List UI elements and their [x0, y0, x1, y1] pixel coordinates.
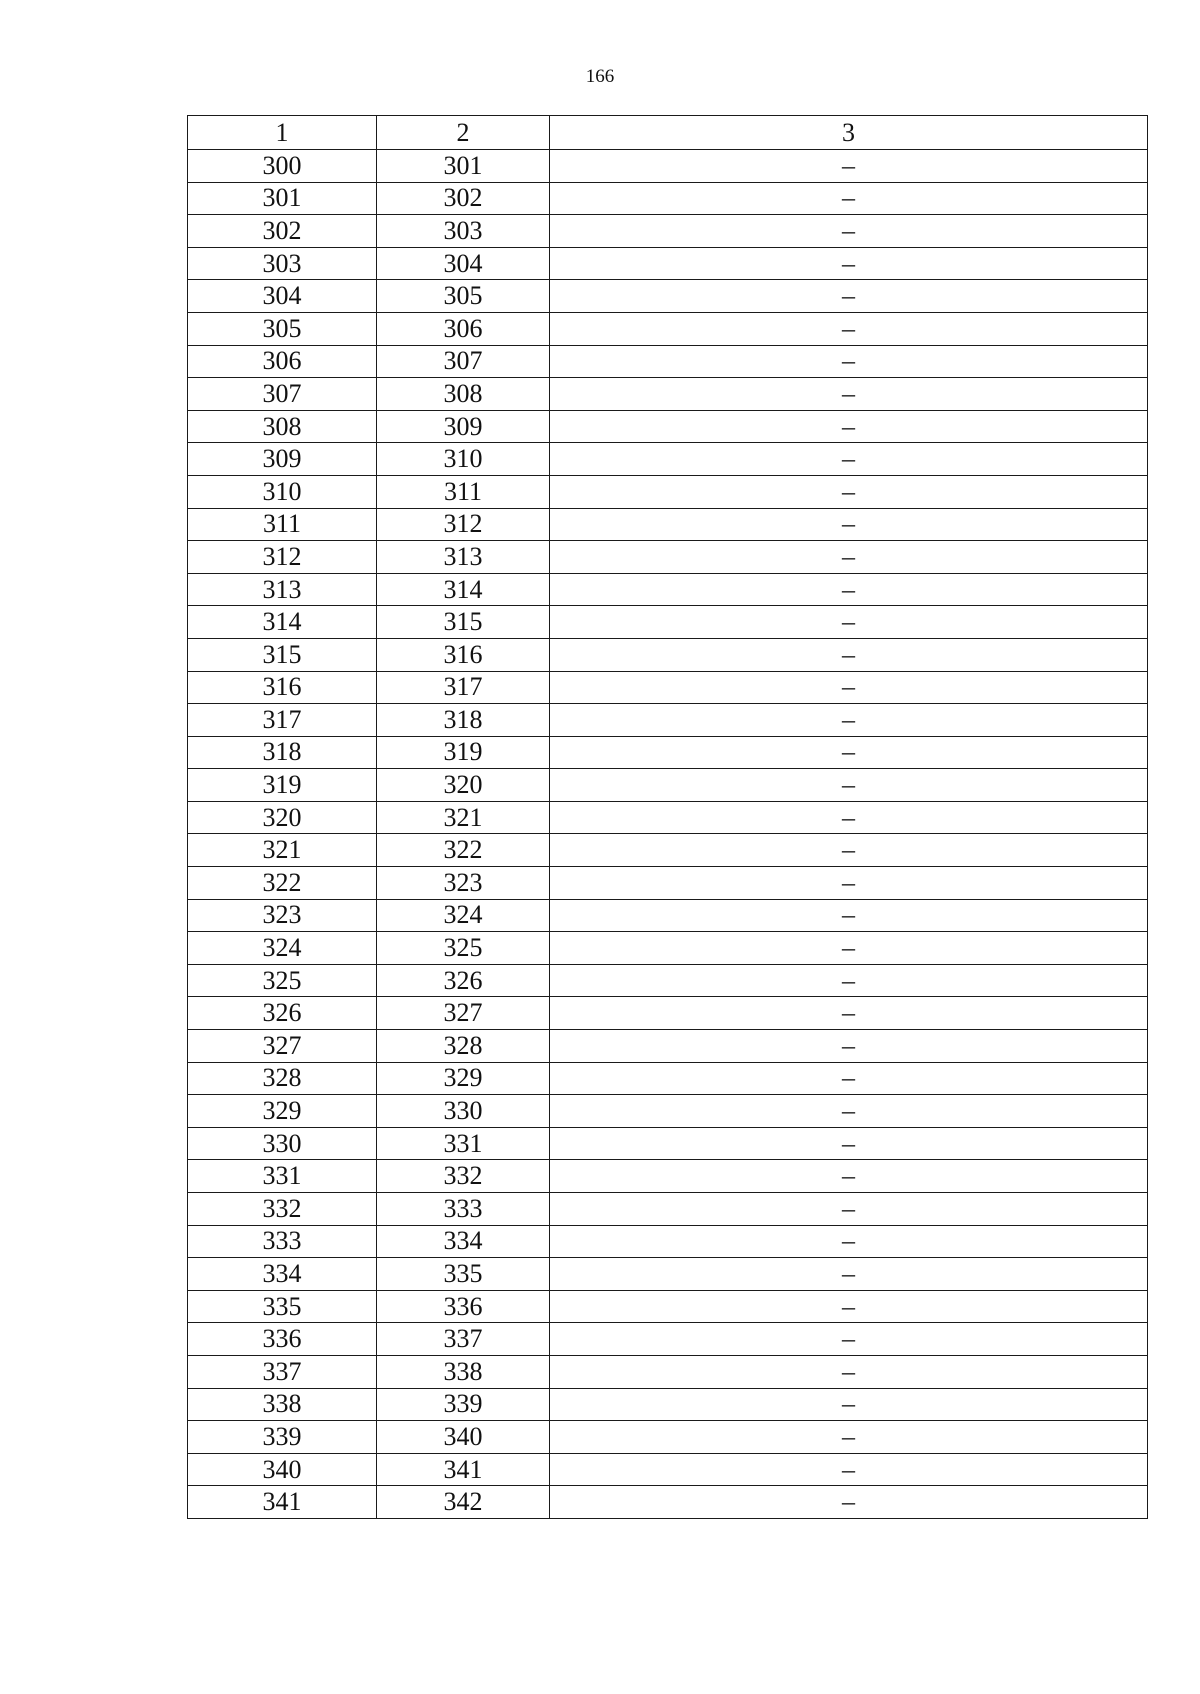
- cell-col-3: –: [550, 1258, 1148, 1291]
- cell-col-1: 303: [188, 247, 377, 280]
- cell-col-2: 332: [377, 1160, 550, 1193]
- table-row: [188, 443, 1148, 476]
- cell-col-2: 325: [377, 932, 550, 965]
- cell-col-1: 315: [188, 638, 377, 671]
- cell-col-1: 312: [188, 541, 377, 574]
- cell-col-1: 305: [188, 312, 377, 345]
- cell-col-1: 338: [188, 1388, 377, 1421]
- cell-col-2: 317: [377, 671, 550, 704]
- cell-col-1: 331: [188, 1160, 377, 1193]
- cell-col-2: 303: [377, 215, 550, 248]
- cell-col-3: –: [550, 541, 1148, 574]
- cell-col-1: 308: [188, 410, 377, 443]
- cell-col-3: –: [550, 280, 1148, 313]
- table-row: [188, 769, 1148, 802]
- cell-col-1: 318: [188, 736, 377, 769]
- table-row: [188, 541, 1148, 574]
- cell-col-3: –: [550, 182, 1148, 215]
- cell-col-2: 340: [377, 1421, 550, 1454]
- cell-col-1: 336: [188, 1323, 377, 1356]
- cell-col-1: 314: [188, 606, 377, 639]
- cell-col-3: –: [550, 1486, 1148, 1519]
- cell-col-1: 316: [188, 671, 377, 704]
- table-row: [188, 899, 1148, 932]
- cell-col-3: –: [550, 410, 1148, 443]
- cell-col-3: –: [550, 1388, 1148, 1421]
- cell-col-2: 327: [377, 997, 550, 1030]
- table-row: [188, 964, 1148, 997]
- cell-col-2: 328: [377, 1030, 550, 1063]
- cell-col-2: 335: [377, 1258, 550, 1291]
- cell-col-1: 313: [188, 573, 377, 606]
- cell-col-1: 321: [188, 834, 377, 867]
- table-row: [188, 1486, 1148, 1519]
- cell-col-1: 334: [188, 1258, 377, 1291]
- cell-col-3: –: [550, 704, 1148, 737]
- cell-col-2: 334: [377, 1225, 550, 1258]
- cell-col-1: 326: [188, 997, 377, 1030]
- table-row: [188, 671, 1148, 704]
- table-row: [188, 638, 1148, 671]
- cell-col-2: 307: [377, 345, 550, 378]
- cell-col-3: –: [550, 1062, 1148, 1095]
- page-number: 166: [585, 66, 615, 87]
- cell-col-3: –: [550, 899, 1148, 932]
- cell-col-2: 338: [377, 1355, 550, 1388]
- cell-col-3: –: [550, 964, 1148, 997]
- cell-col-3: –: [550, 867, 1148, 900]
- cell-col-1: 323: [188, 899, 377, 932]
- cell-col-1: 339: [188, 1421, 377, 1454]
- column-header-2: 2: [377, 116, 550, 150]
- cell-col-2: 310: [377, 443, 550, 476]
- cell-col-1: 306: [188, 345, 377, 378]
- cell-col-3: –: [550, 1030, 1148, 1063]
- table-row: [188, 378, 1148, 411]
- cell-col-1: 329: [188, 1095, 377, 1128]
- cell-col-2: 341: [377, 1453, 550, 1486]
- table-row: [188, 1388, 1148, 1421]
- cell-col-2: 302: [377, 182, 550, 215]
- cell-col-1: 327: [188, 1030, 377, 1063]
- cell-col-2: 330: [377, 1095, 550, 1128]
- cell-col-2: 313: [377, 541, 550, 574]
- cell-col-2: 326: [377, 964, 550, 997]
- cell-col-3: –: [550, 573, 1148, 606]
- cell-col-3: –: [550, 247, 1148, 280]
- cell-col-3: –: [550, 1421, 1148, 1454]
- cell-col-1: 322: [188, 867, 377, 900]
- table-row: [188, 867, 1148, 900]
- table-row: [188, 150, 1148, 183]
- cell-col-3: –: [550, 606, 1148, 639]
- table-row: [188, 736, 1148, 769]
- table-row: [188, 1290, 1148, 1323]
- cell-col-2: 306: [377, 312, 550, 345]
- cell-col-3: –: [550, 312, 1148, 345]
- cell-col-3: –: [550, 1225, 1148, 1258]
- table-row: [188, 801, 1148, 834]
- cell-col-1: 341: [188, 1486, 377, 1519]
- cell-col-3: –: [550, 736, 1148, 769]
- cell-col-2: 315: [377, 606, 550, 639]
- cell-col-2: 336: [377, 1290, 550, 1323]
- cell-col-1: 332: [188, 1193, 377, 1226]
- cell-col-1: 324: [188, 932, 377, 965]
- cell-col-2: 322: [377, 834, 550, 867]
- table-row: [188, 1062, 1148, 1095]
- table-row: [188, 1030, 1148, 1063]
- cell-col-3: –: [550, 150, 1148, 183]
- cell-col-1: 328: [188, 1062, 377, 1095]
- cell-col-3: –: [550, 1095, 1148, 1128]
- cell-col-2: 312: [377, 508, 550, 541]
- table-row: [188, 606, 1148, 639]
- cell-col-1: 320: [188, 801, 377, 834]
- cell-col-2: 342: [377, 1486, 550, 1519]
- cell-col-1: 307: [188, 378, 377, 411]
- cell-col-1: 302: [188, 215, 377, 248]
- cell-col-3: –: [550, 475, 1148, 508]
- table-row: [188, 932, 1148, 965]
- data-table: [187, 115, 1148, 1519]
- table-row: [188, 475, 1148, 508]
- cell-col-2: 319: [377, 736, 550, 769]
- cell-col-3: –: [550, 378, 1148, 411]
- table-row: [188, 1355, 1148, 1388]
- cell-col-2: 339: [377, 1388, 550, 1421]
- table-row: [188, 1095, 1148, 1128]
- cell-col-3: –: [550, 834, 1148, 867]
- cell-col-1: 330: [188, 1127, 377, 1160]
- cell-col-2: 305: [377, 280, 550, 313]
- cell-col-3: –: [550, 932, 1148, 965]
- column-header-1: 1: [188, 116, 377, 150]
- table-row: [188, 573, 1148, 606]
- cell-col-2: 304: [377, 247, 550, 280]
- cell-col-2: 320: [377, 769, 550, 802]
- table-row: [188, 834, 1148, 867]
- cell-col-1: 311: [188, 508, 377, 541]
- cell-col-2: 301: [377, 150, 550, 183]
- table-row: [188, 410, 1148, 443]
- cell-col-2: 318: [377, 704, 550, 737]
- cell-col-2: 316: [377, 638, 550, 671]
- cell-col-1: 319: [188, 769, 377, 802]
- cell-col-2: 308: [377, 378, 550, 411]
- table-row: [188, 1127, 1148, 1160]
- cell-col-3: –: [550, 997, 1148, 1030]
- table-row: [188, 1160, 1148, 1193]
- cell-col-1: 301: [188, 182, 377, 215]
- table-row: [188, 1193, 1148, 1226]
- cell-col-3: –: [550, 1160, 1148, 1193]
- cell-col-3: –: [550, 508, 1148, 541]
- cell-col-3: –: [550, 638, 1148, 671]
- table-row: [188, 508, 1148, 541]
- table-row: [188, 345, 1148, 378]
- cell-col-3: –: [550, 1453, 1148, 1486]
- table-row: [188, 280, 1148, 313]
- cell-col-3: –: [550, 1323, 1148, 1356]
- cell-col-2: 329: [377, 1062, 550, 1095]
- table-body: [188, 116, 1148, 1519]
- cell-col-3: –: [550, 801, 1148, 834]
- cell-col-2: 309: [377, 410, 550, 443]
- table-row: [188, 1421, 1148, 1454]
- table-row: [188, 1225, 1148, 1258]
- cell-col-3: –: [550, 671, 1148, 704]
- cell-col-1: 340: [188, 1453, 377, 1486]
- table-row: [188, 997, 1148, 1030]
- cell-col-2: 323: [377, 867, 550, 900]
- cell-col-3: –: [550, 1193, 1148, 1226]
- cell-col-2: 331: [377, 1127, 550, 1160]
- column-header-3: 3: [550, 116, 1148, 150]
- cell-col-3: –: [550, 345, 1148, 378]
- cell-col-1: 333: [188, 1225, 377, 1258]
- cell-col-2: 333: [377, 1193, 550, 1226]
- table-header-row: [188, 116, 1148, 150]
- cell-col-1: 309: [188, 443, 377, 476]
- cell-col-1: 325: [188, 964, 377, 997]
- cell-col-1: 335: [188, 1290, 377, 1323]
- table-row: [188, 1453, 1148, 1486]
- cell-col-2: 337: [377, 1323, 550, 1356]
- cell-col-3: –: [550, 1355, 1148, 1388]
- cell-col-2: 311: [377, 475, 550, 508]
- cell-col-3: –: [550, 215, 1148, 248]
- cell-col-3: –: [550, 1127, 1148, 1160]
- cell-col-1: 310: [188, 475, 377, 508]
- cell-col-2: 321: [377, 801, 550, 834]
- cell-col-2: 314: [377, 573, 550, 606]
- table-row: [188, 312, 1148, 345]
- table-row: [188, 1323, 1148, 1356]
- cell-col-3: –: [550, 769, 1148, 802]
- cell-col-1: 304: [188, 280, 377, 313]
- cell-col-1: 317: [188, 704, 377, 737]
- cell-col-3: –: [550, 1290, 1148, 1323]
- cell-col-1: 337: [188, 1355, 377, 1388]
- table-row: [188, 704, 1148, 737]
- cell-col-1: 300: [188, 150, 377, 183]
- table-row: [188, 247, 1148, 280]
- cell-col-3: –: [550, 443, 1148, 476]
- table-row: [188, 1258, 1148, 1291]
- table-row: [188, 215, 1148, 248]
- cell-col-2: 324: [377, 899, 550, 932]
- table-row: [188, 182, 1148, 215]
